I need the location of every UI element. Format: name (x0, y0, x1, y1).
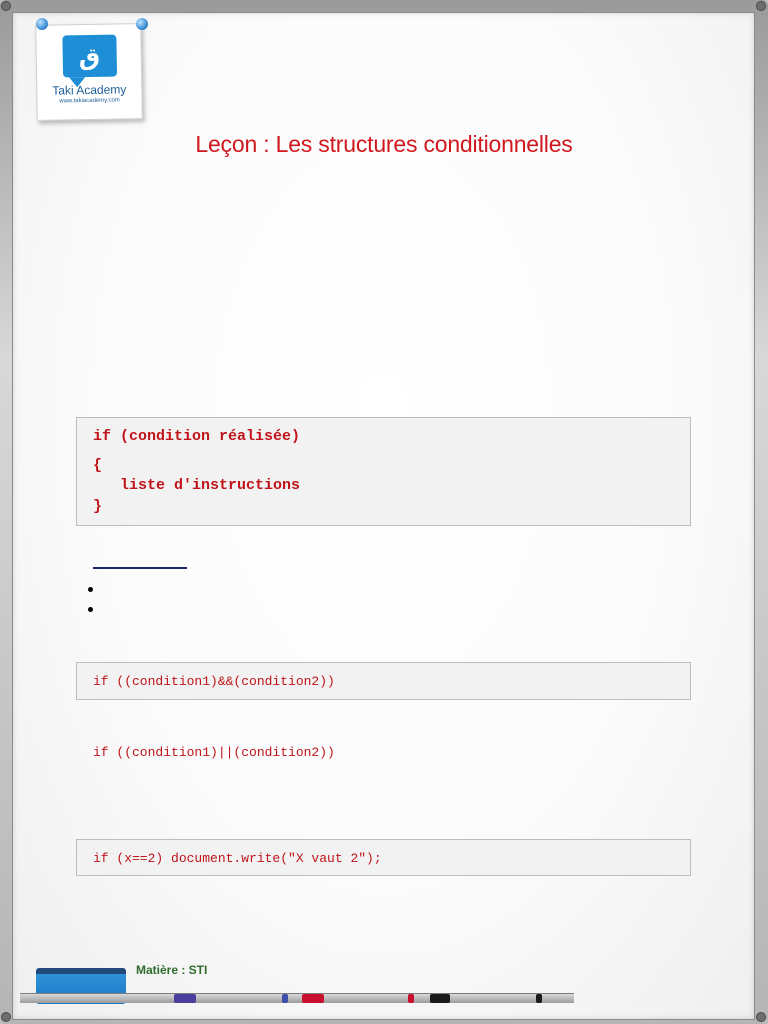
page-title: Leçon : Les structures conditionnelles (195, 131, 573, 157)
code-line: { (93, 457, 103, 474)
pushpin-icon (136, 18, 148, 30)
logo-mark: ق (78, 42, 101, 72)
pushpin-icon (36, 18, 48, 30)
if-syntax-code-block (76, 417, 691, 526)
bullet-point (88, 607, 93, 612)
frame-bolt-icon (756, 1, 766, 11)
section-heading-underline (93, 567, 187, 569)
logo-name: Taki Academy (52, 82, 127, 98)
marker-black (430, 994, 450, 1003)
code-line: if (x==2) document.write("X vaut 2"); (93, 851, 382, 866)
and-condition-code-block (76, 662, 691, 700)
speech-bubble-check-icon (62, 35, 117, 78)
bullet-point (88, 587, 93, 592)
subject-label: Matière : STI (136, 963, 208, 977)
code-line: if (condition réalisée) (93, 428, 301, 445)
logo-card (35, 23, 143, 121)
marker-purple (174, 994, 196, 1003)
or-condition-code-line: if ((condition1)||(condition2)) (93, 745, 335, 760)
marker-blue (282, 994, 288, 1003)
logo-url: www.takiacademy.com (59, 97, 120, 105)
code-line: liste d'instructions (93, 477, 301, 494)
marker-red (302, 994, 324, 1003)
frame-bolt-icon (1, 1, 11, 11)
write-example-code-block (76, 839, 691, 876)
code-line: if ((condition1)&&(condition2)) (93, 674, 335, 689)
frame-bolt-icon (756, 1012, 766, 1022)
marker-black-cap (536, 994, 542, 1003)
frame-bolt-icon (1, 1012, 11, 1022)
code-line: } (93, 498, 103, 515)
marker-red-cap (408, 994, 414, 1003)
marker-tray (20, 993, 574, 1003)
